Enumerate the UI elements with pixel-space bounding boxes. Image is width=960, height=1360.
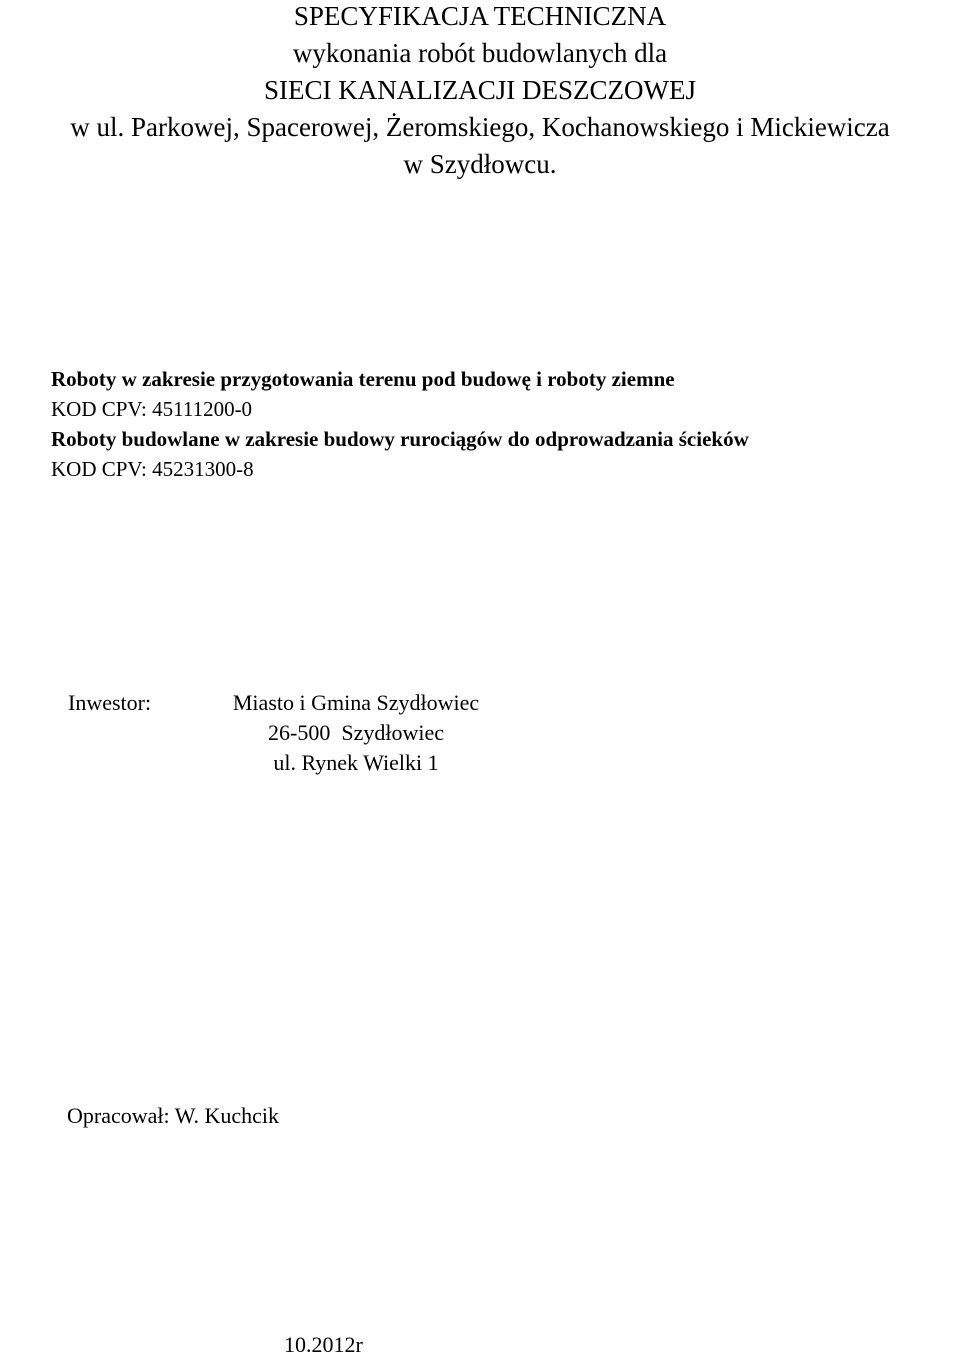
title-line-5: w Szydłowcu. — [403, 149, 557, 179]
investor-postal: 26-500 Szydłowiec — [268, 720, 444, 745]
investor-label: Inwestor: — [68, 690, 152, 715]
title-line-4: w ul. Parkowej, Spacerowej, Żeromskiego, Kochanowskiego i Mickiewicza — [70, 112, 890, 142]
title-line-2: wykonania robót budowlanych dla — [292, 38, 668, 68]
scope-of-works — [51, 364, 931, 484]
scope-description-2: Roboty budowlane w zakresie budowy rurociągów do odprowadzania ścieków — [51, 427, 749, 451]
investor-address — [196, 688, 516, 778]
title-line-3: SIECI KANALIZACJI DESZCZOWEJ — [264, 75, 696, 105]
title-line-1: SPECYFIKACJA TECHNICZNA — [293, 1, 667, 31]
scope-description-1: Roboty w zakresie przygotowania terenu pod budowę i roboty ziemne — [51, 367, 675, 391]
investor-name: Miasto i Gmina Szydłowiec — [232, 690, 480, 715]
document-date: 10.2012r — [284, 1332, 363, 1357]
author-line: Opracował: W. Kuchcik — [67, 1103, 279, 1128]
scope-cpv-code-2: KOD CPV: 45231300-8 — [51, 457, 254, 481]
scope-cpv-code-1: KOD CPV: 45111200-0 — [51, 397, 253, 421]
investor-street: ul. Rynek Wielki 1 — [273, 750, 439, 775]
